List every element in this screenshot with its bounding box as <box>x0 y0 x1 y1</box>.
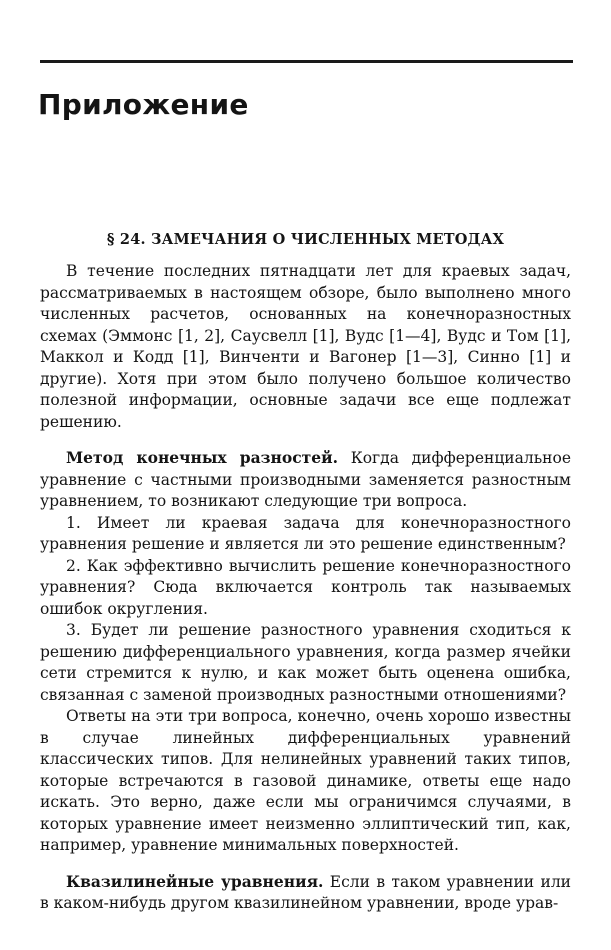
paragraph-answers: Ответы на эти три вопроса, конечно, очень хорошо известны в случае линейных дифференциальных уравнений классических типов. Для нелинейных уравнений таких типов, которые встречаются в газовой динамике, ответы еще надо искать. Это верно, даже если мы ограничимся случаями, в которых уравнение имеет неизменно эллиптический тип, как, например, уравнение минимальных поверхностей. <box>40 707 571 854</box>
run-in-heading-finite-difference: Метод конечных разностей. <box>66 448 339 467</box>
top-rule <box>40 60 573 63</box>
paragraph-finite-difference-text: Когда дифференциальное уравнение с частными производными заменяется разностным уравнением, то возникают следующие три вопроса. <box>40 449 571 510</box>
question-3: 3. Будет ли решение разностного уравнения сходиться к решению дифференциального уравнения, когда размер ячейки сети стремится к нулю, и как может быть оценена ошибка, связанная с заменой производных разностными отношениями? <box>40 621 571 704</box>
paragraph-quasilinear-text: Если в таком уравнении или в каком-нибудь другом квазилинейном уравнении, вроде урав- <box>40 872 571 912</box>
run-in-heading-quasilinear: Квазилинейные уравнения. <box>66 871 324 891</box>
chapter-title: Приложение <box>38 88 249 121</box>
paragraph-finite-difference <box>40 447 571 513</box>
question-2: 2. Как эффективно вычислить решение конечноразностного уравнения? Сюда включается контроль так называемых ошибок округления. <box>40 556 571 618</box>
section-heading: § 24. ЗАМЕЧАНИЯ О ЧИСЛЕННЫХ МЕТОДАХ <box>106 231 505 248</box>
body-text <box>40 261 571 915</box>
paragraph-quasilinear <box>40 871 571 915</box>
question-1: 1. Имеет ли краевая задача для конечноразностного уравнения решение и является ли это решение единственным? <box>40 513 571 553</box>
paragraph-intro: В течение последних пятнадцати лет для краевых задач, рассматриваемых в настоящем обзоре, было выполнено много численных расчетов, основанных на конечноразностных схемах (Эммонс [1, 2], Саусвелл [1], Вудс [1—4], Вудс и Том [1], Маккол и Кодд [1], Винченти и Вагонер [1—3], Синно [1] и другие). Хотя при этом было получено большое количество полезной информации, основные задачи все еще подлежат решению. <box>40 262 571 431</box>
